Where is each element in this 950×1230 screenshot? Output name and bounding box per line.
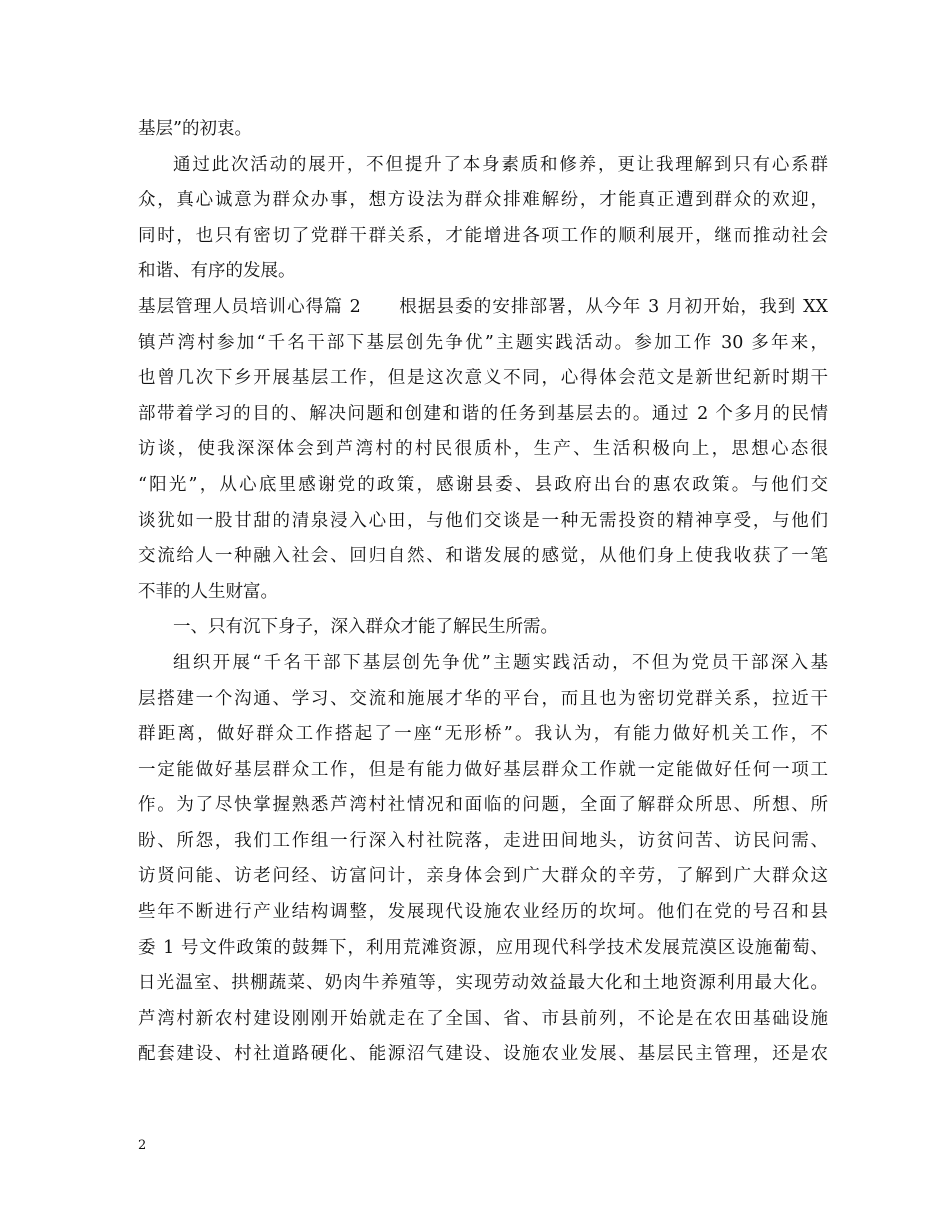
text-line: 作。为了尽快掌握熟悉芦湾村社情况和面临的问题，全面了解群众所思、所想、所: [138, 795, 828, 816]
text-line: 组织开展“千名干部下基层创先争优”主题实践活动，不但为党员干部深入基: [173, 652, 828, 673]
text-line: 也曾几次下乡开展基层工作，但是这次意义不同，心得体会范文是新世纪新时期干: [138, 368, 828, 389]
text-line: 一定能做好基层群众工作，但是有能力做好基层群众工作就一定能做好任何一项工: [138, 759, 828, 780]
text-line: 谈犹如一股甘甜的清泉浸入心田，与他们交谈是一种无需投资的精神享受，与他们: [138, 510, 828, 531]
text-line: 访谈，使我深深体会到芦湾村的村民很质朴，生产、生活积极向上，思想心态很: [138, 439, 828, 460]
page-number: 2: [138, 1138, 147, 1153]
body-text: [138, 112, 828, 1073]
text-line: 芦湾村新农村建设刚刚开始就走在了全国、省、市县前列，不论是在农田基础设施: [138, 1008, 828, 1029]
text-line: 配套建设、村社道路硬化、能源沼气建设、设施农业发展、基层民主管理，还是农: [138, 1044, 828, 1065]
text-line: “阳光”，从心底里感谢党的政策，感谢县委、县政府出台的惠农政策。与他们交: [138, 474, 828, 495]
text-line: 层搭建一个沟通、学习、交流和施展才华的平台，而且也为密切党群关系，拉近干: [138, 688, 828, 709]
text-line: 委 1 号文件政策的鼓舞下，利用荒滩资源，应用现代科学技术发展荒漠区设施葡萄、: [138, 937, 828, 958]
text-line: 不菲的人生财富。: [138, 581, 278, 602]
text-line: 盼、所怨，我们工作组一行深入村社院落，走进田间地头，访贫问苦、访民问需、: [138, 830, 828, 851]
text-line: 基层”的初衷。: [138, 119, 252, 139]
text-line: 通过此次活动的展开，不但提升了本身素质和修养，更让我理解到只有心系群: [173, 154, 828, 175]
text-line: 部带着学习的目的、解决问题和创建和谐的任务到基层去的。通过 2 个多月的民情: [138, 403, 828, 424]
section-heading-line: 基层管理人员培训心得篇 2 根据县委的安排部署，从今年 3 月初开始，我到 XX: [138, 296, 828, 317]
text-line: 交流给人一种融入社会、回归自然、和谐发展的感觉，从他们身上使我收获了一笔: [138, 546, 828, 567]
text-line: 镇芦湾村参加“千名干部下基层创先争优”主题实践活动。参加工作 30 多年来，: [138, 332, 828, 353]
text-line: 众，真心诚意为群众办事，想方设法为群众排难解纷，才能真正遭到群众的欢迎，: [138, 190, 828, 211]
text-line: 些年不断进行产业结构调整，发展现代设施农业经历的坎坷。他们在党的号召和县: [138, 902, 828, 923]
text-line: 日光温室、拱棚蔬菜、奶肉牛养殖等，实现劳动效益最大化和土地资源利用最大化。: [138, 973, 828, 994]
text-line: 同时，也只有密切了党群干群关系，才能增进各项工作的顺利展开，继而推动社会: [138, 225, 828, 246]
text-line: 群距离，做好群众工作搭起了一座“无形桥”。我认为，有能力做好机关工作，不: [138, 724, 828, 745]
text-line: 和谐、有序的发展。: [138, 261, 296, 282]
subheading-line: 一、只有沉下身子，深入群众才能了解民生所需。: [173, 617, 558, 638]
text-line: 访贤问能、访老问经、访富问计，亲身体会到广大群众的辛劳，了解到广大群众这: [138, 866, 828, 887]
